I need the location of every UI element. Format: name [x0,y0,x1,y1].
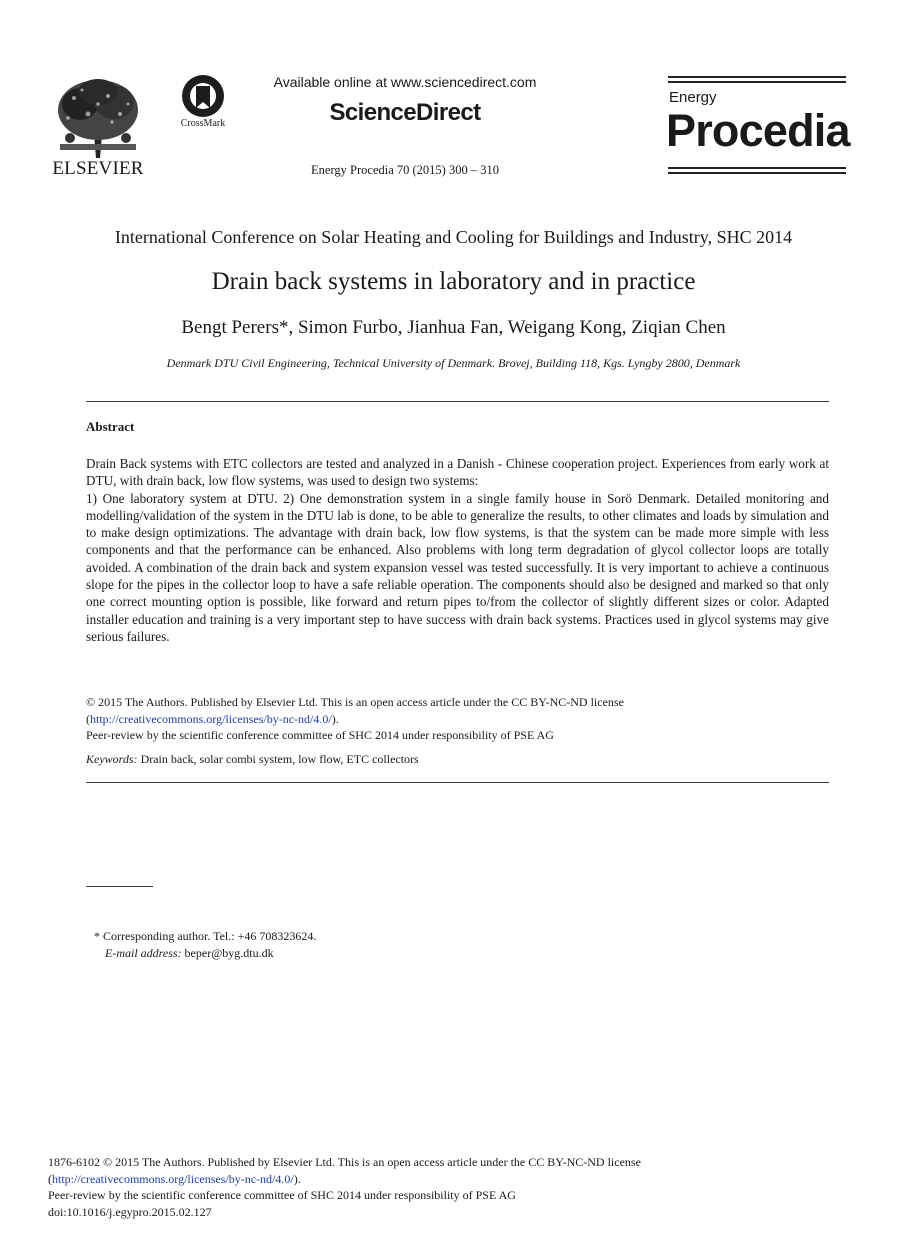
page-footer [48,1154,868,1220]
license-link[interactable]: http://creativecommons.org/licenses/by-nc-nd/4.0/ [90,711,332,726]
journal-logo-energy: Energy [669,89,717,106]
license-link-line [86,711,829,728]
license-text: © 2015 The Authors. Published by Elsevier Ltd. This is an open access article under the CC BY-NC-ND license [86,695,624,709]
footer-peer-review: Peer-review by the scientific conference committee of SHC 2014 under responsibility of PSE AG [48,1188,516,1202]
publisher-name: ELSEVIER [52,158,144,179]
email-label: E-mail address: [105,945,182,960]
keywords-value: Drain back, solar combi system, low flow, ETC collectors [137,752,419,766]
journal-logo-procedia: Procedia [666,105,850,156]
keywords [86,752,829,767]
license-paren-close: ). [331,711,339,726]
footer-doi[interactable]: doi:10.1016/j.egypro.2015.02.127 [48,1204,212,1219]
paper-title: Drain back systems in laboratory and in practice [211,268,696,295]
footer-paren-open: ( [48,1171,52,1186]
license-paren-open: ( [86,711,90,726]
divider-bottom [86,782,829,783]
logo-rule-bottom [668,167,846,169]
abstract-paragraph: 1) One laboratory system at DTU. 2) One demonstration system in a single family house in Sorö Denmark. Detailed monitoring and modelling/validation of the system in the DTU lab is done, to be able to generalize the results, to other climates and loads by simulation and to make design optimizations. The advantage with drain back, low flow systems, is that the system can be made more simple with less components and that the performance can be enhanced. Also problems with long term degradation of glycol collector loops are totally avoided. A combination of the drain back and system expansion vessel was tested successfully. It is very important to achieve a continuous slope for the pipes in the collector loop to have a safe reliable operation. The components should also be designed and marked so that only one correct mounting option is possible, like forward and return pipes to/from the collector of slightly different sizes or color. Adapted installer education and training is a very important step to have success with drain back systems. Practices used in glycol systems may give serious failures. [86,490,829,644]
peer-review-text: Peer-review by the scientific conference committee of SHC 2014 under responsibility of PSE AG [86,728,554,742]
conference-name: International Conference on Solar Heating and Cooling for Buildings and Industry, SHC 2014 [114,227,793,247]
email-line [94,945,316,962]
footnote-rule [86,886,153,887]
footer-license-link[interactable]: http://creativecommons.org/licenses/by-nc-nd/4.0/ [52,1171,294,1186]
abstract-paragraph: Drain Back systems with ETC collectors are tested and analyzed in a Danish - Chinese cooperation project. Experiences from early work at DTU, with drain back, low flow systems, was used to design two systems: [86,456,829,489]
logo-rule-top [668,76,846,78]
email-address[interactable]: beper@byg.dtu.dk [181,945,274,960]
logo-rule-bottom-2 [668,172,846,174]
author-list: Bengt Perers*, Simon Furbo, Jianhua Fan, Weigang Kong, Ziqian Chen [181,317,726,338]
footer-link-line [48,1171,868,1188]
correspondence-footnote [94,928,316,961]
logo-rule-top-2 [668,81,846,83]
footer-paren-close: ). [293,1171,301,1186]
crossmark-label: CrossMark [180,118,226,129]
sciencedirect-logo: ScienceDirect [329,99,481,126]
divider-top [86,401,829,402]
license-block [86,694,829,744]
footer-license: 1876-6102 © 2015 The Authors. Published by Elsevier Ltd. This is an open access article under the CC BY-NC-ND license [48,1155,641,1169]
author-affiliation: Denmark DTU Civil Engineering, Technical University of Denmark. Brovej, Building 118, Kgs. Lyngby 2800, Denmark [166,356,741,370]
keywords-label: Keywords: [86,752,138,766]
corresponding-author: * Corresponding author. Tel.: +46 708323624. [94,929,317,943]
abstract-body [86,455,829,645]
available-online-text: Available online at www.sciencedirect.com [273,74,537,90]
journal-reference: Energy Procedia 70 (2015) 300 – 310 [311,163,499,177]
abstract-heading: Abstract [86,419,135,434]
